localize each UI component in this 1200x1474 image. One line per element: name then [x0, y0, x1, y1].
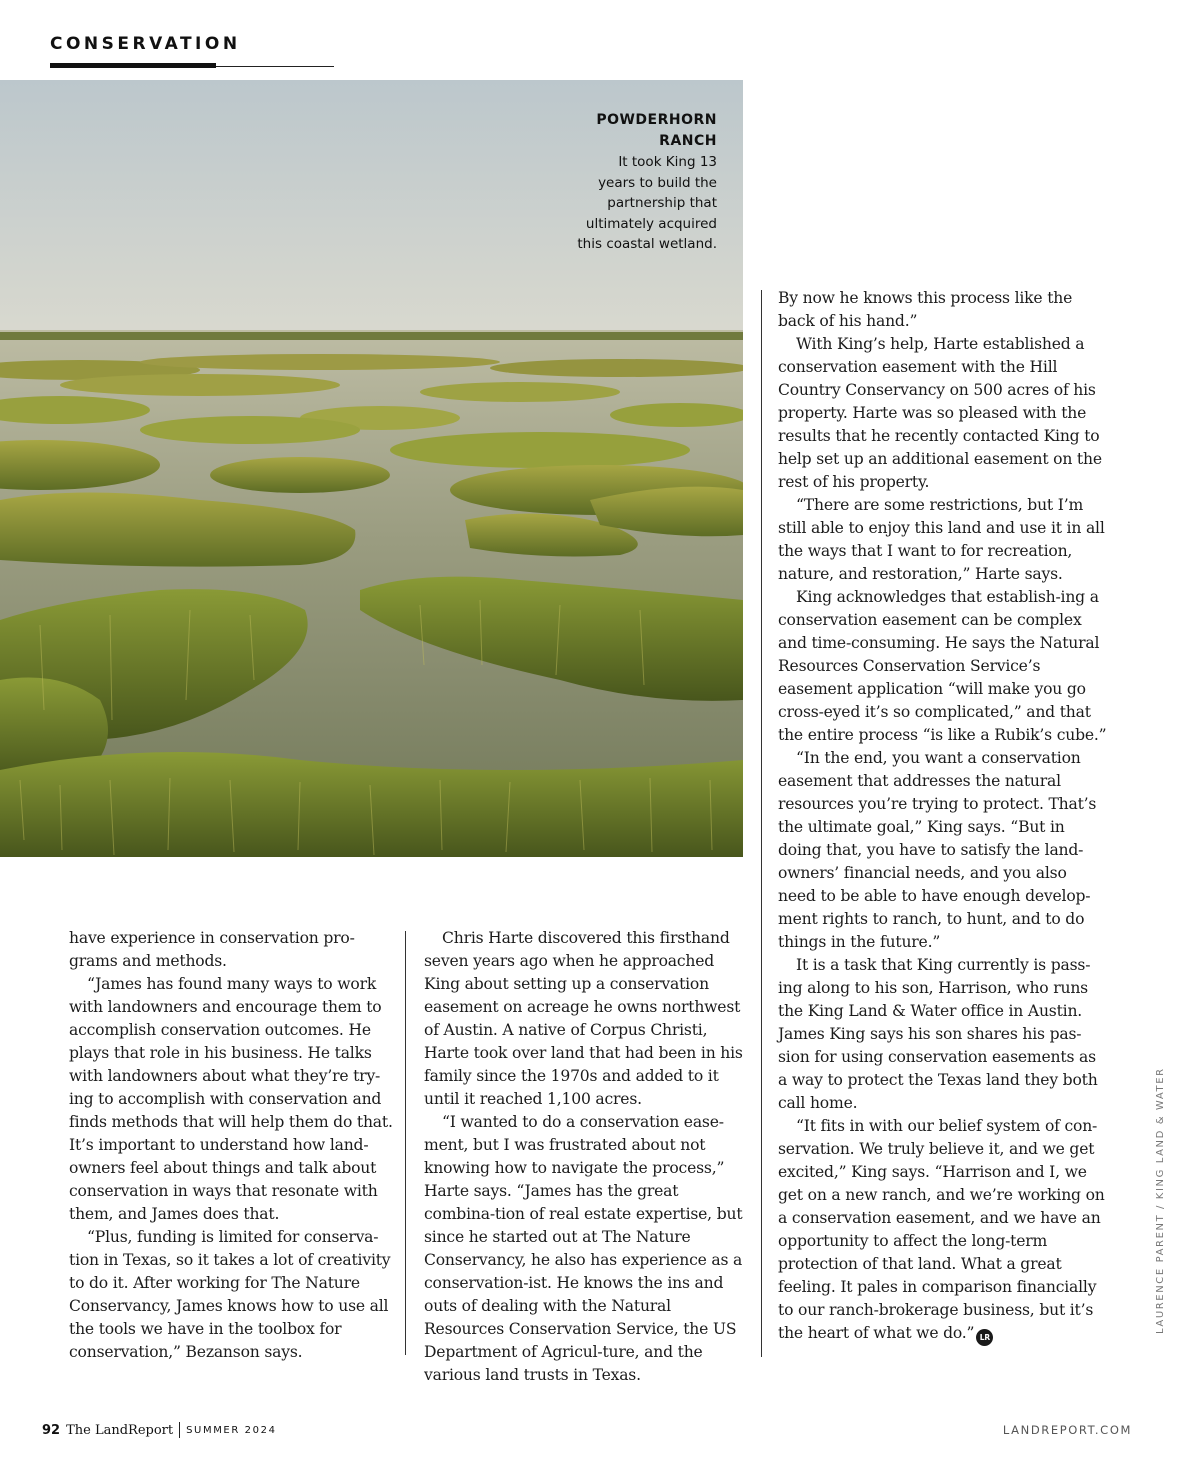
caption-line: It took King 13: [618, 154, 717, 170]
article-column-2: [424, 927, 744, 1387]
page-number: 92: [42, 1422, 61, 1438]
publication-name: The LandReport: [66, 1422, 174, 1438]
paragraph: “There are some restrictions, but I’m still able to enjoy this land and use it in all the ways that I want to for recreation, nature, and restoration,” Harte says.: [778, 496, 1105, 583]
paragraph: “Plus, funding is limited for conserva-tion in Texas, so it takes a lot of creativity to do it. After working for The Nature Conservancy, James knows how to use all the tools we have in the toolbox for conservation,” Bezanson says.: [69, 1228, 391, 1361]
paragraph: By now he knows this process like the back of his hand.”: [778, 289, 1073, 330]
final-paragraph-text: “It fits in with our belief system of con-servation. We truly believe it, and we get excited,” King says. “Harrison and I, we get on a new ranch, and we’re working on a conservation easement, and we have an opportunity to affect the long-term protection of that land. What a great feeling. It pales in comparison financially to our ranch-brokerage business, but it’s the heart of what we do.”: [778, 1117, 1105, 1342]
paragraph: With King’s help, Harte established a conservation easement with the Hill Country Conservancy on 500 acres of his property. Harte was so pleased with the results that he recently contacted King to help set up an additional easement on the rest of his property.: [778, 335, 1102, 491]
caption-line: this coastal wetland.: [577, 236, 717, 252]
end-mark-icon: LR: [976, 1329, 993, 1346]
section-rule-accent: [50, 63, 216, 68]
website-url[interactable]: LANDREPORT.COM: [1002, 1423, 1132, 1437]
photo-caption: [497, 110, 717, 255]
issue-date: SUMMER 2024: [186, 1424, 277, 1436]
paragraph: Chris Harte discovered this firsthand seven years ago when he approached King about setting up a conservation easement on acreage he owns northwest of Austin. A native of Corpus Christi, Harte took over land that had been in his family since the 1970s and added to it until it reached 1,100 acres.: [424, 929, 743, 1108]
article-column-1: [69, 927, 399, 1364]
caption-title: POWDERHORN: [596, 112, 717, 128]
folio-divider: [179, 1422, 180, 1438]
paragraph: It is a task that King currently is pass-ing along to his son, Harrison, who runs the King Land & Water office in Austin. James King says his son shares his pas-sion for using conservation easements as a way to protect the Texas land they both call home.: [778, 956, 1098, 1112]
paragraph: “I wanted to do a conservation ease-ment, but I was frustrated about not knowing how to navigate the process,” Harte says. “James has the great combina-tion of real estate expertise, but since he started out at The Nature Conservancy, he also has experience as a conservation-ist. He knows the ins and outs of dealing with the Natural Resources Conservation Service, the US Department of Agricul-ture, and the various land trusts in Texas.: [424, 1113, 743, 1384]
section-label: CONSERVATION: [50, 34, 241, 54]
paragraph: have experience in conservation pro-grams and methods.: [69, 929, 355, 970]
paragraph: King acknowledges that establish-ing a conservation easement can be complex and time-consuming. He says the Natural Resources Conservation Service’s easement application “will make you go cross-eyed it’s so complicated,” and that the entire process “is like a Rubik’s cube.”: [778, 588, 1107, 744]
paragraph: [778, 1115, 1108, 1346]
footer-folio: [42, 1422, 277, 1438]
column-divider: [405, 931, 406, 1355]
caption-title: RANCH: [659, 133, 717, 149]
caption-line: years to build the: [598, 174, 717, 191]
article-column-3: [778, 287, 1108, 1346]
photo-credit: LAURENCE PARENT / KING LAND & WATER: [1155, 1067, 1166, 1334]
paragraph: “James has found many ways to work with landowners and encourage them to accomplish conservation outcomes. He plays that role in his business. He talks with landowners about what they’re try-ing to accomplish with conservation and finds methods that will help them do that. It’s important to understand how land-owners feel about things and talk about conservation in ways that resonate with them, and James does that.: [69, 975, 393, 1223]
paragraph: “In the end, you want a conservation easement that addresses the natural resources you’re trying to protect. That’s the ultimate goal,” King says. “But in doing that, you have to satisfy the land-owners’ financial needs, and you also need to be able to have enough develop-ment rights to ranch, to hunt, and to do things in the future.”: [778, 749, 1097, 951]
caption-line: ultimately acquired: [585, 215, 717, 232]
column-divider: [761, 290, 762, 1357]
caption-line: partnership that: [607, 195, 717, 211]
wetland-photo: [0, 80, 743, 857]
